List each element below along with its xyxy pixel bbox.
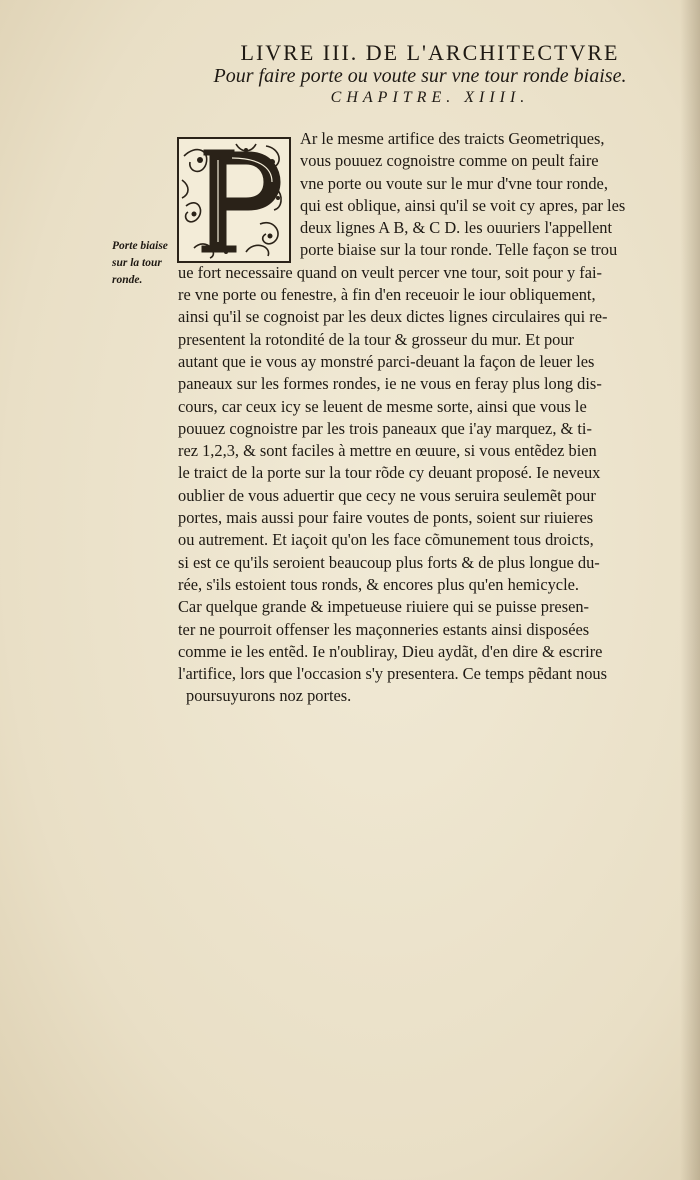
text-line: re vne porte ou fenestre, à fin d'en receuoir le iour obliquement, <box>178 285 596 305</box>
text-line: l'artifice, lors que l'occasion s'y presentera. Ce temps pẽdant nous <box>178 664 607 684</box>
text-line: poursuyurons noz portes. <box>186 686 352 706</box>
margin-note-line: Porte biaise <box>112 240 168 252</box>
text-line: cours, car ceux icy se leuent de mesme sorte, ainsi que vous le <box>178 396 587 416</box>
text-line: Ar le mesme artifice des traicts Geometriques, <box>300 129 605 148</box>
body-text <box>178 128 683 708</box>
text-line: le traict de la porte sur la tour rõde cy deuant proposé. Ie neveux <box>178 463 601 483</box>
text-line: vous pouuez cognoistre comme on peult faire <box>300 151 599 171</box>
text-line: ue fort necessaire quand on veult percer vne tour, soit pour y fai- <box>178 262 602 282</box>
text-line: Car quelque grande & impetueuse riuiere qui se puisse presen- <box>178 597 589 617</box>
text-line: vne porte ou voute sur le mur d'vne tour ronde, <box>300 173 608 193</box>
text-line: oublier de vous aduertir que cecy ne vous seruira seulemẽt pour <box>178 485 596 505</box>
text-line: autant que ie vous ay monstré parci-deuant la façon de leuer les <box>178 351 595 371</box>
text-line: si est ce qu'ils seroient beaucoup plus forts & de plus longue du- <box>178 552 600 572</box>
text-line: porte biaise sur la tour ronde. Telle façon se trou <box>300 240 618 260</box>
text-line: ou autrement. Et iaçoit qu'on les face cõmunement tous droicts, <box>178 530 594 550</box>
chapter-number: CHAPITRE. XIIII. <box>330 89 530 106</box>
text-line: presentent la rotondité de la tour & grosseur du mur. Et pour <box>178 329 575 349</box>
text-line: qui est oblique, ainsi qu'il se voit cy apres, par les <box>300 195 626 215</box>
running-title: LIVRE III. DE L'ARCHITECTVRE <box>240 40 620 65</box>
text-line: portes, mais aussi pour faire voutes de ponts, soient sur riuieres <box>178 508 594 528</box>
chapter-title: Pour faire porte ou voute sur vne tour ronde biaise. <box>213 65 627 87</box>
page-edge-shadow <box>680 0 700 1180</box>
text-line: rez 1,2,3, & sont faciles à mettre en œuure, si vous entẽdez bien <box>178 441 597 461</box>
margin-note <box>112 238 182 289</box>
text-line: comme ie les entẽd. Ie n'oubliray, Dieu aydãt, d'en dire & escrire <box>178 641 603 661</box>
text-line: rée, s'ils estoient tous ronds, & encores plus qu'en hemicycle. <box>178 574 580 594</box>
margin-note-line: sur la tour <box>112 257 162 269</box>
text-line: ainsi qu'il se cognoist par les deux dictes lignes circulaires qui re- <box>178 307 608 327</box>
margin-note-line: ronde. <box>112 274 143 286</box>
text-line: pouuez cognoistre par les trois paneaux que i'ay marquez, & ti- <box>178 418 592 438</box>
text-line: deux lignes A B, & C D. les ouuriers l'appellent <box>300 218 613 238</box>
text-line: ter ne pourroit offenser les maçonneries estants ainsi disposées <box>178 619 590 639</box>
text-line: paneaux sur les formes rondes, ie ne vous en feray plus long dis- <box>178 374 602 394</box>
